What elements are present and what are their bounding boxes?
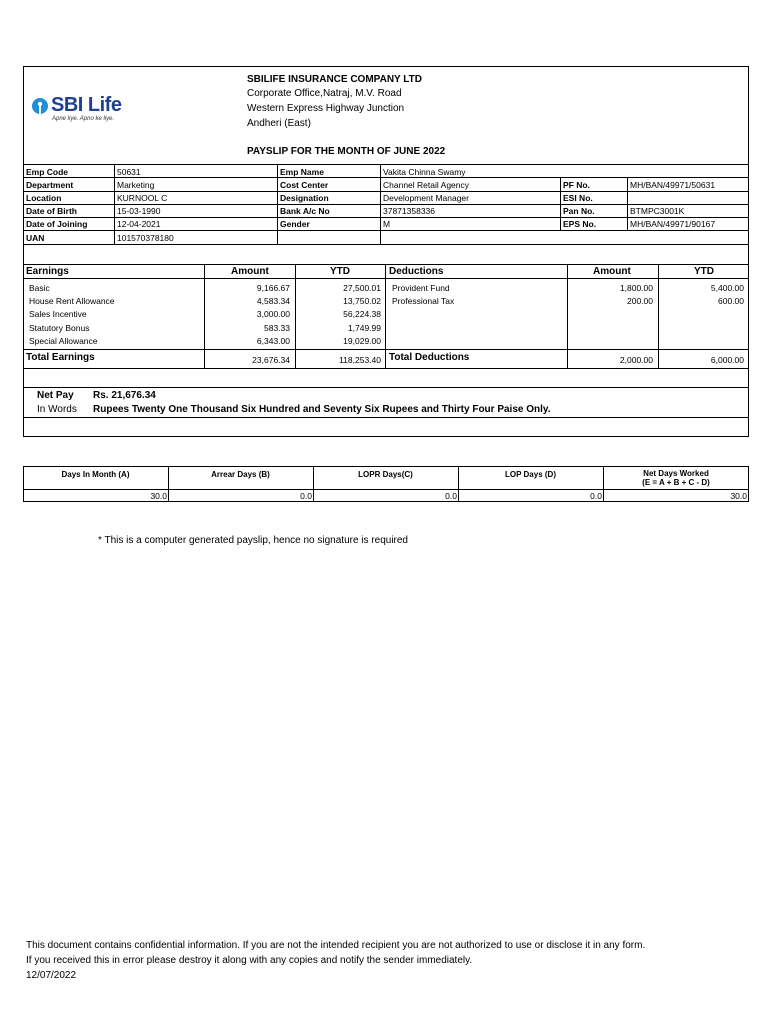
- uan-value: 101570378180: [117, 233, 174, 243]
- earning-amount: 9,166.67: [256, 283, 290, 293]
- arrear-days-header: Arrear Days (B): [211, 470, 270, 479]
- dob-label: Date of Birth: [26, 206, 77, 216]
- pan-label: Pan No.: [563, 206, 595, 216]
- deduction-name: Provident Fund: [392, 283, 450, 293]
- net-days-worked-header: Net Days Worked: [643, 469, 709, 478]
- location-label: Location: [26, 193, 62, 203]
- divider: [23, 417, 749, 418]
- earnings-ytd-header: YTD: [330, 266, 350, 277]
- gender-label: Gender: [280, 219, 310, 229]
- emp-name-value: Vakita Chinna Swamy: [383, 167, 466, 177]
- pan-value: BTMPC3001K: [630, 206, 685, 216]
- net-days-worked-value: 30.0: [730, 491, 747, 501]
- earning-ytd: 56,224.38: [343, 309, 381, 319]
- doj-value: 12-04-2021: [117, 219, 161, 229]
- location-value: KURNOOL C: [117, 193, 168, 203]
- divider: [295, 264, 296, 368]
- company-address-1: Corporate Office,Natraj, M.V. Road: [247, 88, 402, 99]
- divider: [204, 264, 205, 368]
- lopr-days-header: LOPR Days(C): [358, 470, 413, 479]
- company-name: SBILIFE INSURANCE COMPANY LTD: [247, 74, 423, 85]
- earning-name: Statutory Bonus: [29, 323, 90, 333]
- divider: [23, 204, 749, 205]
- in-words-value: Rupees Twenty One Thousand Six Hundred and Seventy Six Rupees and Thirty Four Paise Only.: [93, 404, 551, 415]
- divider: [114, 164, 115, 244]
- divider: [23, 191, 749, 192]
- divider: [23, 368, 749, 369]
- divider: [277, 164, 278, 244]
- lop-days-header: LOP Days (D): [505, 470, 556, 479]
- earning-name: Sales Incentive: [29, 309, 87, 319]
- payslip-title: PAYSLIP FOR THE MONTH OF JUNE 2022: [247, 146, 446, 157]
- earning-ytd: 13,750.02: [343, 296, 381, 306]
- divider: [627, 177, 628, 230]
- esi-label: ESI No.: [563, 193, 593, 203]
- divider: [23, 489, 749, 490]
- earning-ytd: 27,500.01: [343, 283, 381, 293]
- emp-name-label: Emp Name: [280, 167, 324, 177]
- dob-value: 15-03-1990: [117, 206, 161, 216]
- pf-label: PF No.: [563, 180, 590, 190]
- deduction-amount: 200.00: [627, 296, 653, 306]
- company-address-3: Andheri (East): [247, 118, 311, 129]
- total-deductions-label: Total Deductions: [389, 352, 470, 363]
- days-in-month-header: Days In Month (A): [61, 470, 130, 479]
- total-earnings-label: Total Earnings: [26, 352, 95, 363]
- designation-value: Development Manager: [383, 193, 469, 203]
- earning-name: House Rent Allowance: [29, 296, 115, 306]
- deduction-ytd: 5,400.00: [710, 283, 744, 293]
- lopr-days-value: 0.0: [445, 491, 457, 501]
- earning-amount: 583.33: [264, 323, 290, 333]
- divider: [23, 217, 749, 218]
- net-days-formula: (E = A + B + C - D): [642, 478, 710, 487]
- logo-brand: SBI Life: [51, 94, 122, 116]
- emp-code-label: Emp Code: [26, 167, 69, 177]
- designation-label: Designation: [280, 193, 329, 203]
- arrear-days-value: 0.0: [300, 491, 312, 501]
- earning-ytd: 1,749.99: [347, 323, 381, 333]
- computer-generated-note: * This is a computer generated payslip, hence no signature is required: [98, 535, 408, 546]
- uan-label: UAN: [26, 233, 45, 243]
- earning-ytd: 19,029.00: [343, 336, 381, 346]
- deduction-ytd: 600.00: [718, 296, 744, 306]
- confidential-notice-2: If you received this in error please destroy it along with any copies and notify the sender immediately.: [26, 955, 473, 966]
- total-deductions-ytd: 6,000.00: [710, 355, 744, 365]
- divider: [658, 264, 659, 368]
- document-date: 12/07/2022: [26, 970, 77, 981]
- divider: [23, 244, 749, 245]
- days-in-month-value: 30.0: [150, 491, 167, 501]
- gender-value: M: [383, 219, 391, 229]
- in-words-label: In Words: [37, 404, 77, 415]
- total-deductions-amount: 2,000.00: [619, 355, 653, 365]
- eps-value: MH/BAN/49971/90167: [630, 219, 716, 229]
- deductions-header: Deductions: [389, 266, 444, 277]
- sbi-logo-icon: [31, 97, 49, 115]
- divider: [380, 164, 381, 244]
- company-address-2: Western Express Highway Junction: [247, 103, 405, 114]
- department-label: Department: [26, 180, 74, 190]
- divider: [560, 177, 561, 230]
- earning-name: Special Allowance: [29, 336, 98, 346]
- deductions-amount-header: Amount: [593, 266, 631, 277]
- divider: [385, 264, 386, 368]
- divider: [23, 278, 749, 279]
- deduction-name: Professional Tax: [392, 296, 455, 306]
- deduction-amount: 1,800.00: [619, 283, 653, 293]
- earning-name: Basic: [29, 283, 50, 293]
- eps-label: EPS No.: [563, 219, 597, 229]
- deductions-ytd-header: YTD: [694, 266, 714, 277]
- divider: [23, 230, 749, 231]
- cost-center-value: Channel Retail Agency: [383, 180, 470, 190]
- bank-account-label: Bank A/c No: [280, 206, 330, 216]
- earnings-header: Earnings: [26, 266, 69, 277]
- divider: [23, 164, 749, 165]
- earning-amount: 4,583.34: [256, 296, 290, 306]
- pf-value: MH/BAN/49971/50631: [630, 180, 716, 190]
- net-pay-value: Rs. 21,676.34: [93, 390, 156, 401]
- net-pay-label: Net Pay: [37, 390, 74, 401]
- emp-code-value: 50631: [117, 167, 141, 177]
- divider: [567, 264, 568, 368]
- earnings-amount-header: Amount: [231, 266, 269, 277]
- doj-label: Date of Joining: [26, 219, 88, 229]
- confidential-notice-1: This document contains confidential information. If you are not the intended recipient you are not authorized to use or disclose it in any form.: [26, 940, 646, 951]
- department-value: Marketing: [117, 180, 155, 190]
- logo-tagline: Apne liye. Apno ke liye.: [52, 116, 115, 122]
- divider: [23, 349, 749, 350]
- lop-days-value: 0.0: [590, 491, 602, 501]
- total-earnings-ytd: 118,253.40: [339, 355, 381, 365]
- total-earnings-amount: 23,676.34: [252, 355, 290, 365]
- earning-amount: 3,000.00: [256, 309, 290, 319]
- company-logo: [31, 94, 141, 128]
- divider: [23, 177, 749, 178]
- divider: [23, 264, 749, 265]
- bank-account-value: 37871358336: [383, 206, 436, 216]
- earning-amount: 6,343.00: [256, 336, 290, 346]
- cost-center-label: Cost Center: [280, 180, 329, 190]
- divider: [23, 387, 749, 388]
